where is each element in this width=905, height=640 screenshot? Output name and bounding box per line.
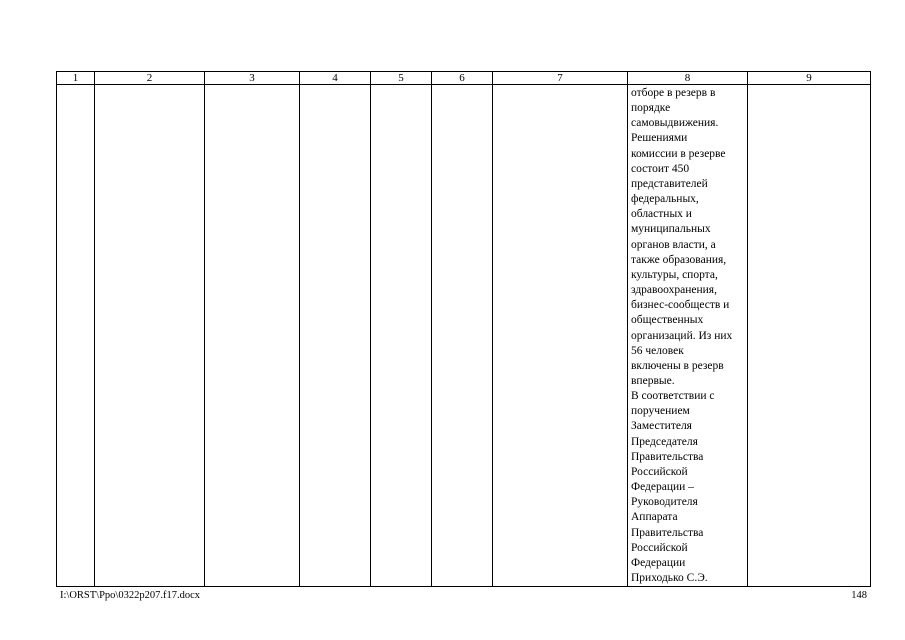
- text-line: Приходько С.Э.: [631, 572, 708, 584]
- header-col-8: 8: [628, 72, 748, 85]
- text-line: В соответствии с: [631, 390, 715, 403]
- header-col-2: 2: [95, 72, 205, 85]
- cell-col-6: [432, 85, 493, 587]
- text-line: Федерации: [631, 556, 686, 569]
- text-line: Российской: [631, 465, 688, 478]
- cell-col-8: [628, 85, 748, 587]
- text-line: поручением: [631, 405, 690, 418]
- text-line: общественных: [631, 314, 704, 327]
- text-line: Руководителя: [631, 496, 698, 509]
- text-line: областных и: [631, 208, 692, 221]
- text-line: впервые.: [631, 374, 675, 387]
- header-col-3: 3: [205, 72, 300, 85]
- cell-col-8-text: [628, 85, 747, 586]
- text-line: органов власти, а: [631, 238, 716, 251]
- text-line: федеральных,: [631, 193, 699, 206]
- cell-col-5: [371, 85, 432, 587]
- cell-col-4: [300, 85, 371, 587]
- text-line: Правительства: [631, 526, 704, 539]
- text-line: Председателя: [631, 435, 698, 448]
- header-col-4: 4: [300, 72, 371, 85]
- text-line: самовыдвижения.: [631, 117, 719, 130]
- text-line: здравоохранения,: [631, 284, 717, 297]
- text-line: представителей: [631, 177, 708, 190]
- header-col-5: 5: [371, 72, 432, 85]
- cell-col-7: [493, 85, 628, 587]
- header-col-9: 9: [748, 72, 871, 85]
- cell-col-2: [95, 85, 205, 587]
- cell-col-3: [205, 85, 300, 587]
- text-line: состоит 450: [631, 162, 690, 175]
- footer-file-path: I:\ORST\Ppo\0322p207.f17.docx: [60, 590, 201, 601]
- header-col-1: 1: [57, 72, 95, 85]
- header-col-6: 6: [432, 72, 493, 85]
- text-line: Правительства: [631, 450, 704, 463]
- text-line: Решениями: [631, 132, 688, 145]
- text-line: порядке: [631, 102, 671, 115]
- cell-col-9: [748, 85, 871, 587]
- text-line: Заместителя: [631, 420, 692, 433]
- text-line: отборе в резерв в: [631, 87, 716, 99]
- text-line: также образования,: [631, 253, 727, 266]
- header-col-7: 7: [493, 72, 628, 85]
- table-header-row: [57, 72, 871, 85]
- text-line: культуры, спорта,: [631, 268, 718, 281]
- text-line: Аппарата: [631, 511, 678, 524]
- text-line: включены в резерв: [631, 359, 724, 372]
- text-line: Федерации –: [631, 481, 694, 494]
- cell-col-1: [57, 85, 95, 587]
- text-line: комиссии в резерве: [631, 147, 726, 160]
- text-line: Российской: [631, 541, 688, 554]
- text-line: 56 человек: [631, 344, 684, 357]
- text-line: организаций. Из них: [631, 329, 733, 342]
- text-line: бизнес-сообществ и: [631, 299, 730, 312]
- footer-page-number: 148: [851, 590, 867, 601]
- report-table: [56, 71, 871, 587]
- table-row: [57, 85, 871, 587]
- text-line: муниципальных: [631, 223, 711, 236]
